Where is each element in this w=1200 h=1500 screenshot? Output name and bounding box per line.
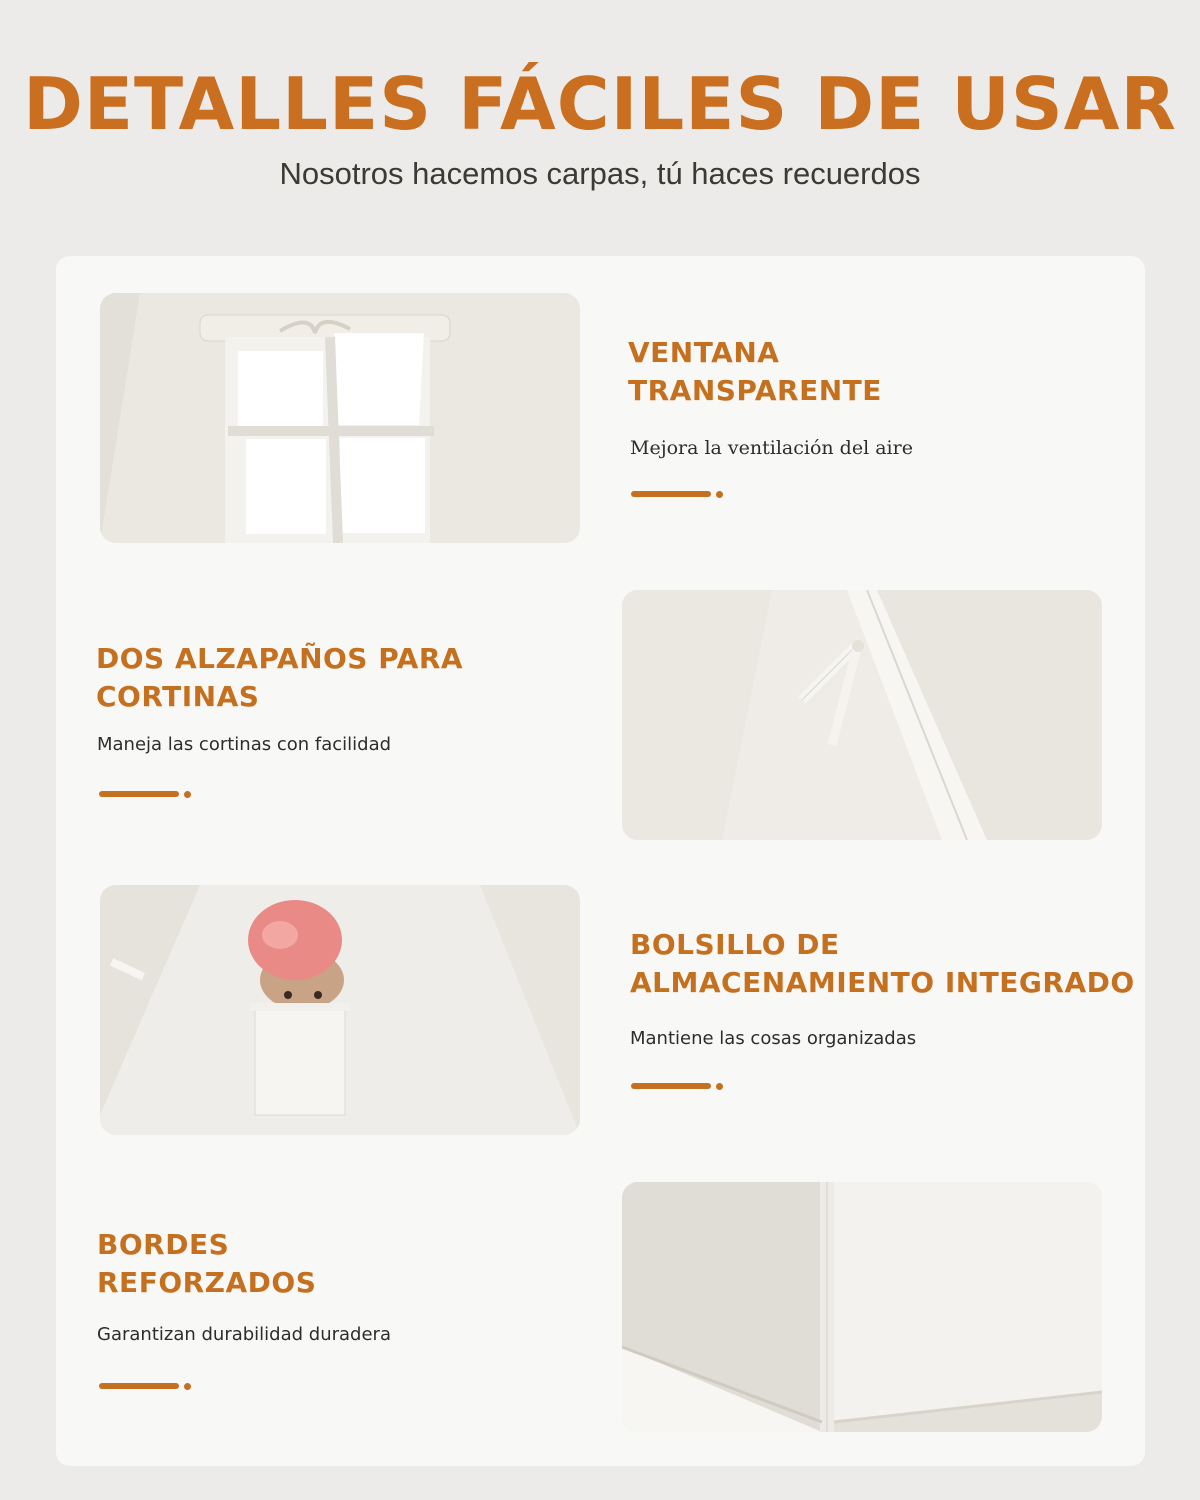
tent-window-photo: [100, 293, 580, 543]
accent-divider: [631, 1082, 723, 1090]
page-title: DETALLES FÁCILES DE USAR: [23, 62, 1177, 146]
accent-divider: [631, 490, 723, 498]
feature-title-edges: BORDES REFORZADOS: [97, 1228, 317, 1299]
feature-desc-window: Mejora la ventilación del aire: [630, 437, 913, 459]
storage-pocket-photo: [100, 885, 580, 1135]
curtain-tie-photo: [622, 590, 1102, 840]
feature-title-curtain-ties: DOS ALZAPAÑOS PARA CORTINAS: [96, 642, 464, 713]
page-subtitle: Nosotros hacemos carpas, tú haces recuerdos: [279, 156, 921, 191]
accent-divider: [99, 1382, 191, 1390]
feature-desc-pocket: Mantiene las cosas organizadas: [630, 1028, 917, 1049]
accent-divider: [99, 790, 191, 798]
feature-title-window: VENTANA TRANSPARENTE: [628, 336, 882, 407]
feature-title-pocket: BOLSILLO DE ALMACENAMIENTO INTEGRADO: [630, 928, 1135, 999]
feature-desc-edges: Garantizan durabilidad duradera: [97, 1324, 391, 1345]
reinforced-edge-photo: [622, 1182, 1102, 1432]
feature-desc-curtain-ties: Maneja las cortinas con facilidad: [97, 734, 392, 755]
